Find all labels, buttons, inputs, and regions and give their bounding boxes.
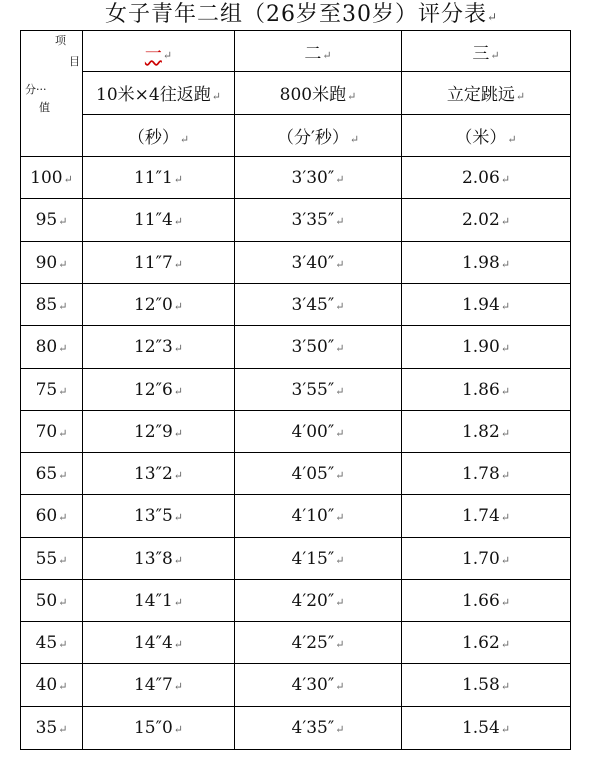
shuttle-time-cell: 14″7↵ [83, 664, 235, 707]
run-800m-cell: 4′00″↵ [235, 411, 402, 453]
table-row [21, 580, 571, 622]
table-row [21, 411, 571, 453]
standing-jump-cell: 1.94↵ [402, 284, 571, 326]
score-cell: 75↵ [21, 369, 83, 411]
header-row-units [21, 114, 571, 156]
standing-jump-cell: 2.02↵ [402, 199, 571, 242]
shuttle-time-cell: 13″2↵ [83, 453, 235, 495]
run-800m-cell: 4′05″↵ [235, 453, 402, 495]
shuttle-time-cell: 12″0↵ [83, 284, 235, 326]
shuttle-time-cell: 11″1↵ [83, 157, 235, 199]
shuttle-time-cell: 12″9↵ [83, 411, 235, 453]
score-cell: 100↵ [21, 157, 83, 199]
score-cell: 90↵ [21, 242, 83, 284]
page-title [0, 0, 603, 30]
corner-label-item: 项 [55, 34, 66, 47]
score-cell: 35↵ [21, 707, 83, 750]
table-row [21, 242, 571, 284]
standing-jump-cell: 1.90↵ [402, 326, 571, 369]
standing-jump-cell: 1.58↵ [402, 664, 571, 707]
table-row [21, 326, 571, 369]
shuttle-time-cell: 12″6↵ [83, 369, 235, 411]
run-800m-cell: 4′15″↵ [235, 538, 402, 580]
run-800m-cell: 4′35″↵ [235, 707, 402, 750]
table-row [21, 538, 571, 580]
standing-jump-cell: 1.86↵ [402, 369, 571, 411]
table-row [21, 622, 571, 664]
standing-jump-cell: 1.70↵ [402, 538, 571, 580]
standing-jump-cell: 2.06↵ [402, 157, 571, 199]
table-row [21, 284, 571, 326]
header-row-groups [21, 31, 571, 72]
run-800m-cell: 3′40″↵ [235, 242, 402, 284]
event-header-800m: 800米跑↵ [235, 72, 402, 114]
run-800m-cell: 4′30″↵ [235, 664, 402, 707]
title-text: 女子青年二组（26岁至30岁）评分表 [104, 2, 487, 27]
unit-header-min-sec: （分′秒）↵ [235, 114, 402, 156]
score-cell: 60↵ [21, 495, 83, 538]
event-header-shuttle: 10米×4往返跑↵ [83, 72, 235, 114]
run-800m-cell: 3′30″↵ [235, 157, 402, 199]
group-header-2: 二↵ [235, 31, 402, 72]
run-800m-cell: 3′50″↵ [235, 326, 402, 369]
event-header-jump: 立定跳远↵ [402, 72, 571, 114]
table-row [21, 369, 571, 411]
table-row [21, 157, 571, 199]
corner-header [21, 31, 82, 156]
table-row [21, 664, 571, 707]
standing-jump-cell: 1.66↵ [402, 580, 571, 622]
run-800m-cell: 4′25″↵ [235, 622, 402, 664]
standing-jump-cell: 1.78↵ [402, 453, 571, 495]
standing-jump-cell: 1.74↵ [402, 495, 571, 538]
score-cell: 45↵ [21, 622, 83, 664]
run-800m-cell: 4′20″↵ [235, 580, 402, 622]
corner-label-score: 分··· [25, 83, 47, 96]
group-header-3: 三↵ [402, 31, 571, 72]
score-cell: 80↵ [21, 326, 83, 369]
shuttle-time-cell: 13″5↵ [83, 495, 235, 538]
table-row [21, 199, 571, 242]
unit-header-seconds: （秒）↵ [83, 114, 235, 156]
corner-label-value: 值 [39, 101, 50, 114]
score-cell: 70↵ [21, 411, 83, 453]
corner-header-cell [21, 31, 83, 157]
score-cell: 40↵ [21, 664, 83, 707]
run-800m-cell: 3′55″↵ [235, 369, 402, 411]
score-cell: 95↵ [21, 199, 83, 242]
score-table [20, 30, 571, 750]
score-cell: 85↵ [21, 284, 83, 326]
shuttle-time-cell: 14″1↵ [83, 580, 235, 622]
group-header-1: 一↵ [83, 31, 235, 72]
standing-jump-cell: 1.62↵ [402, 622, 571, 664]
paragraph-mark-icon: ↵ [486, 10, 499, 24]
score-cell: 55↵ [21, 538, 83, 580]
table-row [21, 453, 571, 495]
shuttle-time-cell: 14″4↵ [83, 622, 235, 664]
unit-header-meters: （米）↵ [402, 114, 571, 156]
standing-jump-cell: 1.82↵ [402, 411, 571, 453]
shuttle-time-cell: 15″0↵ [83, 707, 235, 750]
standing-jump-cell: 1.54↵ [402, 707, 571, 750]
score-cell: 50↵ [21, 580, 83, 622]
shuttle-time-cell: 12″3↵ [83, 326, 235, 369]
shuttle-time-cell: 11″4↵ [83, 199, 235, 242]
header-row-events [21, 72, 571, 114]
table-row [21, 495, 571, 538]
corner-label-mu: 目 [69, 55, 80, 68]
run-800m-cell: 3′35″↵ [235, 199, 402, 242]
score-cell: 65↵ [21, 453, 83, 495]
shuttle-time-cell: 11″7↵ [83, 242, 235, 284]
run-800m-cell: 3′45″↵ [235, 284, 402, 326]
run-800m-cell: 4′10″↵ [235, 495, 402, 538]
shuttle-time-cell: 13″8↵ [83, 538, 235, 580]
standing-jump-cell: 1.98↵ [402, 242, 571, 284]
table-row [21, 707, 571, 750]
